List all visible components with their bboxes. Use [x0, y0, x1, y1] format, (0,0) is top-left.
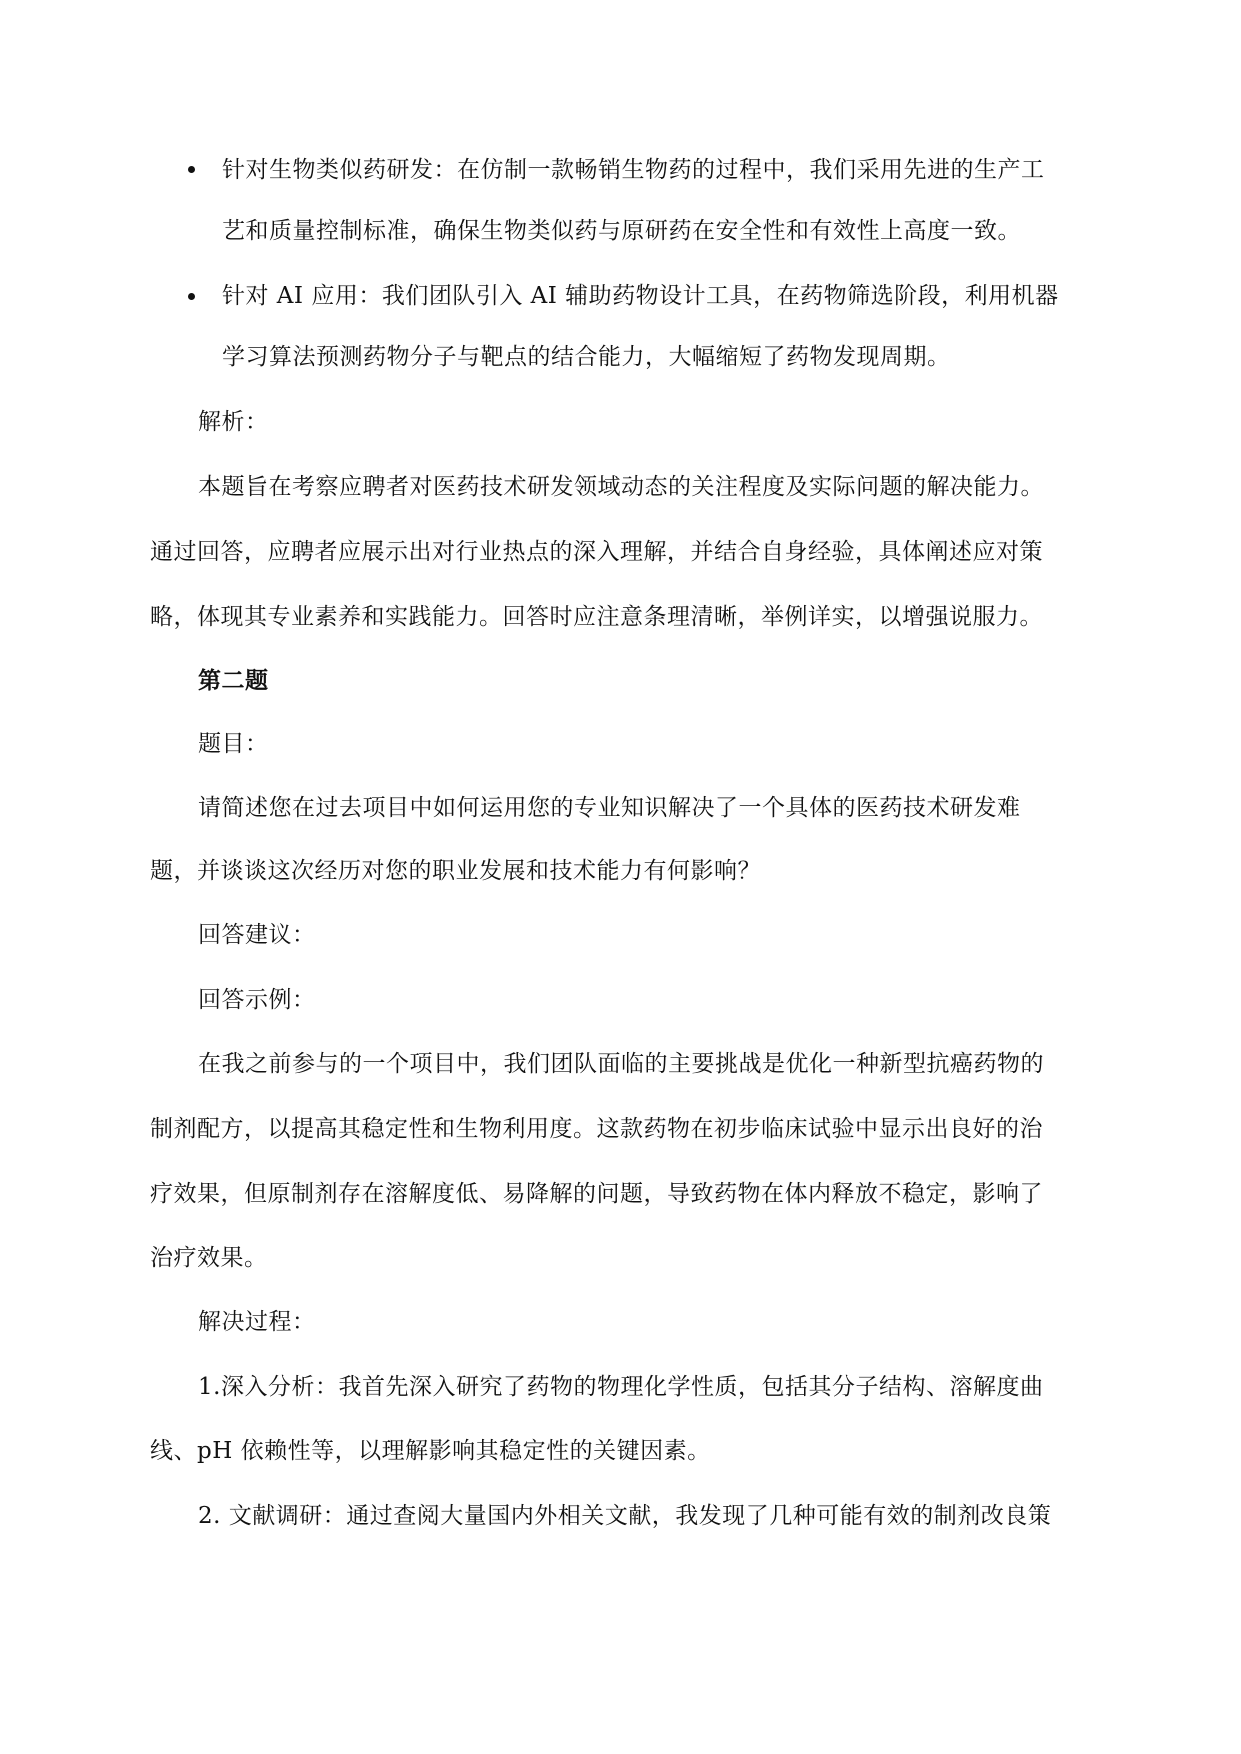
step-1-line-2: 线、pH 依赖性等，以理解影响其稳定性的关键因素。 — [150, 1438, 711, 1464]
step-2-line-1: 2. 文献调研：通过查阅大量国内外相关文献，我发现了几种可能有效的制剂改良策 — [198, 1503, 1052, 1529]
bullet-1-line-1: 针对生物类似药研发：在仿制一款畅销生物药的过程中，我们采用先进的生产工 — [222, 157, 1045, 183]
analysis-line-1: 本题旨在考察应聘者对医药技术研发领域动态的关注程度及实际问题的解决能力。 — [198, 474, 1044, 500]
suggestion-label: 回答建议： — [198, 922, 316, 948]
section-title: 第二题 — [198, 667, 269, 694]
example-line-2: 制剂配方，以提高其稳定性和生物利用度。这款药物在初步临床试验中显示出良好的治 — [150, 1116, 1043, 1142]
bullet-2-line-2: 学习算法预测药物分子与靶点的结合能力，大幅缩短了药物发现周期。 — [222, 344, 951, 370]
example-line-4: 治疗效果。 — [150, 1245, 268, 1271]
example-line-1: 在我之前参与的一个项目中，我们团队面临的主要挑战是优化一种新型抗癌药物的 — [198, 1051, 1044, 1077]
question-label: 题目： — [198, 731, 269, 757]
analysis-line-3: 略，体现其专业素养和实践能力。回答时应注意条理清晰，举例详实，以增强说服力。 — [150, 604, 1043, 630]
analysis-label: 解析： — [198, 409, 269, 435]
step-1-line-1: 1.深入分析：我首先深入研究了药物的物理化学性质，包括其分子结构、溶解度曲 — [198, 1374, 1044, 1400]
analysis-line-2: 通过回答，应聘者应展示出对行业热点的深入理解，并结合自身经验，具体阐述应对策 — [150, 539, 1043, 565]
bullet-dot-icon — [188, 293, 195, 300]
bullet-dot-icon — [188, 166, 195, 173]
example-label: 回答示例： — [198, 987, 316, 1013]
example-line-3: 疗效果，但原制剂存在溶解度低、易降解的问题，导致药物在体内释放不稳定，影响了 — [150, 1181, 1043, 1207]
bullet-2-line-1: 针对 AI 应用：我们团队引入 AI 辅助药物设计工具，在药物筛选阶段，利用机器 — [222, 283, 1059, 309]
bullet-1-line-2: 艺和质量控制标准，确保生物类似药与原研药在安全性和有效性上高度一致。 — [222, 218, 1021, 244]
question-line-2: 题，并谈谈这次经历对您的职业发展和技术能力有何影响？ — [150, 858, 761, 884]
process-label: 解决过程： — [198, 1309, 316, 1335]
question-line-1: 请简述您在过去项目中如何运用您的专业知识解决了一个具体的医药技术研发难 — [198, 795, 1021, 821]
